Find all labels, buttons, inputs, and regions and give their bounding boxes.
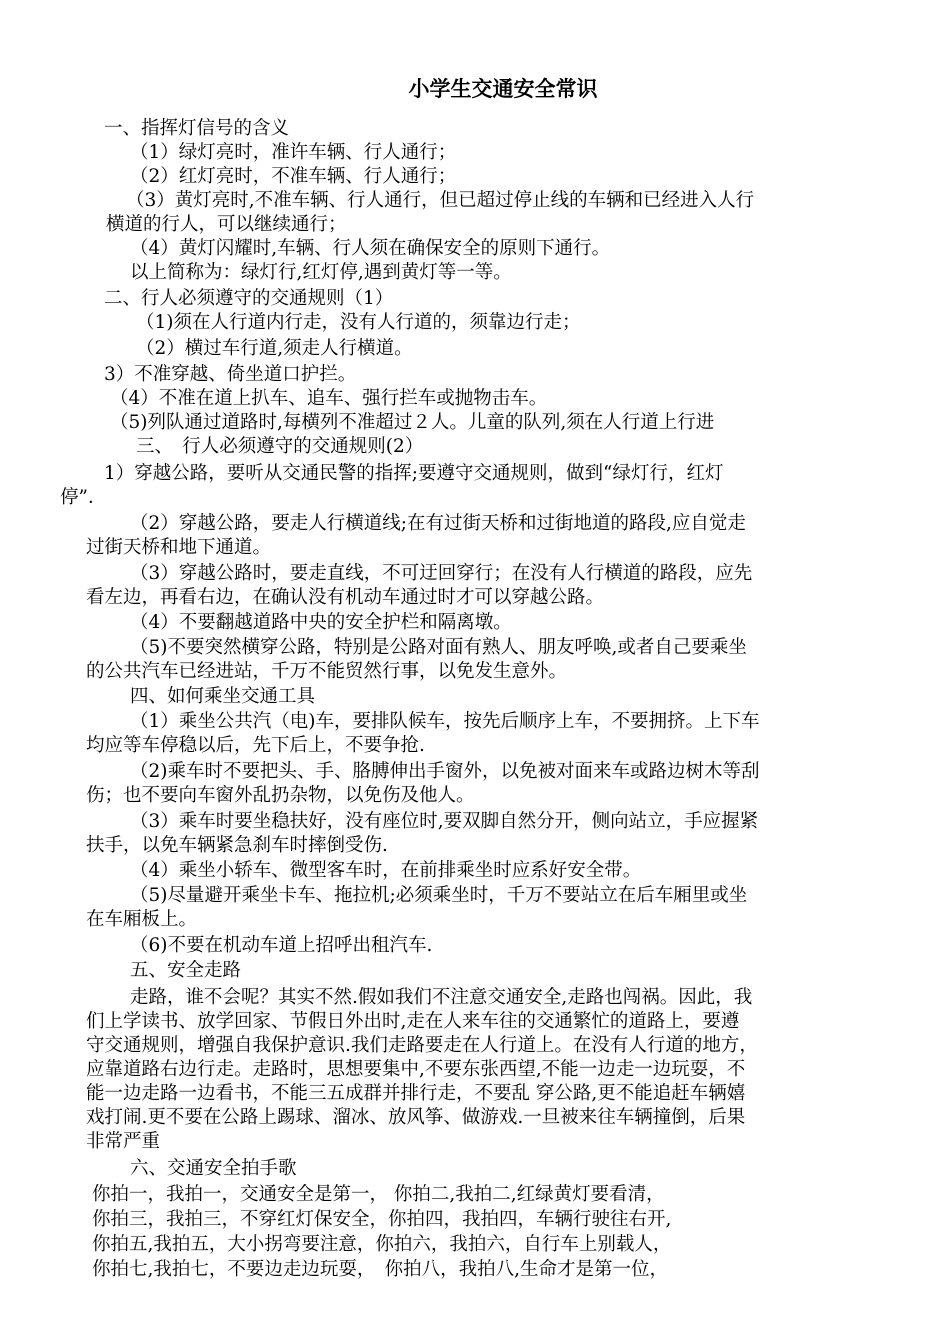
- text-line: 停”．: [60, 487, 107, 508]
- section-heading-5: 五、安全走路: [130, 960, 242, 981]
- text-line: 以上简称为：绿灯行,红灯停,遇到黄灯等一等。: [130, 262, 512, 283]
- text-line: 能一边走路一边看书，不能三五成群并排行走，不要乱 穿公路,更不能追赶车辆嬉: [86, 1083, 746, 1104]
- text-line: （4）黄灯闪耀时,车辆、行人须在确保安全的原则下通行。: [130, 238, 611, 259]
- text-line: 过街天桥和地下通道。: [86, 537, 272, 558]
- text-line: 1）穿越公路，要听从交通民警的指挥;要遵守交通规则，做到“绿灯行，红灯: [104, 463, 724, 484]
- section-heading-1: 一、指挥灯信号的含义: [104, 118, 290, 139]
- text-line: （1）乘坐公共汽（电)车，要排队候车，按先后顺序上车，不要拥挤。上下车: [130, 711, 760, 732]
- text-line: 你拍五,我拍五，大小拐弯要注意，你拍六，我拍六，自行车上别载人，: [92, 1234, 672, 1255]
- text-line: 你拍七,我拍七，不要边走边玩耍， 你拍八，我拍八,生命才是第一位，: [92, 1259, 669, 1280]
- section-heading-3: 三、 行人必须遵守的交通规则(2）: [136, 436, 424, 457]
- text-line: 横道的行人，可以继续通行；: [106, 214, 347, 235]
- text-line: 3）不准穿越、倚坐道口护拦。: [104, 364, 357, 385]
- text-line: （4）不要翻越道路中央的安全护栏和隔离墩。: [130, 612, 512, 633]
- text-line: 非常严重: [86, 1131, 161, 1152]
- text-line: （6)不要在机动车道上招呼出租汽车.: [130, 935, 433, 956]
- text-line: （1）绿灯亮时，准许车辆、行人通行；: [130, 142, 457, 163]
- section-heading-6: 六、交通安全拍手歌: [130, 1158, 297, 1179]
- text-line: （4）乘坐小轿车、微型客车时，在前排乘坐时应系好安全带。: [130, 860, 642, 881]
- section-heading-4: 四、如何乘坐交通工具: [130, 686, 316, 707]
- section-heading-2: 二、行人必须遵守的交通规则（1）: [104, 288, 394, 309]
- text-line: 戏打闹.更不要在公路上踢球、溜冰、放风筝、做游戏.一旦被来往车辆撞倒，后果: [86, 1107, 746, 1128]
- text-line: 均应等车停稳以后，先下后上，不要争抢.: [86, 735, 425, 756]
- text-line: （1)须在人行道内行走，没有人行道的，须靠边行走；: [136, 312, 581, 333]
- text-line: （2)乘车时不要把头、手、胳膊伸出手窗外，以免被对面来车或路边树木等刮: [130, 761, 760, 782]
- text-line: 的公共汽车已经进站，千万不能贸然行事，以免发生意外。: [86, 661, 568, 682]
- text-line: （2）横过车行道,须走人行横道。: [136, 338, 413, 359]
- text-line: 守交通规则，增强自我保护意识.我们走路要走在人行道上。在没有人行道的地方，: [86, 1035, 758, 1056]
- text-line: 扶手，以免车辆紧急刹车时摔倒受伤.: [86, 835, 388, 856]
- text-line: （2）红灯亮时，不准车辆、行人通行；: [130, 166, 457, 187]
- text-line: 走路，谁不会呢？其实不然.假如我们不注意交通安全,走路也闯祸。因此，我: [130, 987, 753, 1008]
- text-line: 们上学读书、放学回家、节假日外出时,走在人来车往的交通繁忙的道路上，要遵: [86, 1011, 740, 1032]
- text-line: 伤；也不要向车窗外乱扔杂物，以免伤及他人。: [86, 785, 475, 806]
- text-line: 看左边，再看右边，在确认没有机动车通过时才可以穿越公路。: [86, 587, 605, 608]
- text-line: （5)尽量避开乘坐卡车、拖拉机;必须乘坐时，千万不要站立在后车厢里或坐: [130, 885, 748, 906]
- text-line: （2）穿越公路，要走人行横道线;在有过街天桥和过街地道的路段,应自觉走: [130, 513, 746, 534]
- text-line: （5)列队通过道路时,每横列不准超过２人。儿童的队列,须在人行道上行进: [110, 412, 715, 433]
- text-line: （3）穿越公路时，要走直线，不可迂回穿行；在没有人行横道的路段，应先: [130, 563, 753, 584]
- text-line: （3）黄灯亮时,不准车辆、行人通行，但已超过停止线的车辆和已经进入人行: [126, 190, 755, 211]
- text-line: （5)不要突然横穿公路，特别是公路对面有熟人、朋友呼唤,或者自己要乘坐: [130, 637, 747, 658]
- document-title: 小学生交通安全常识: [408, 77, 598, 101]
- text-line: （4）不准在道上扒车、追车、强行拦车或抛物击车。: [110, 388, 548, 409]
- text-line: 应靠道路右边行走。走路时，思想要集中,不要东张西望,不能一边走一边玩耍，不: [86, 1059, 746, 1080]
- text-line: 在车厢板上。: [86, 909, 198, 930]
- text-line: （3）乘车时要坐稳扶好，没有座位时,要双脚自然分开，侧向站立，手应握紧: [130, 811, 759, 832]
- text-line: 你拍一，我拍一，交通安全是第一， 你拍二,我拍二,红绿黄灯要看清，: [92, 1184, 665, 1205]
- text-line: 你拍三，我拍三，不穿红灯保安全，你拍四，我拍四，车辆行驶往右开,: [92, 1209, 672, 1230]
